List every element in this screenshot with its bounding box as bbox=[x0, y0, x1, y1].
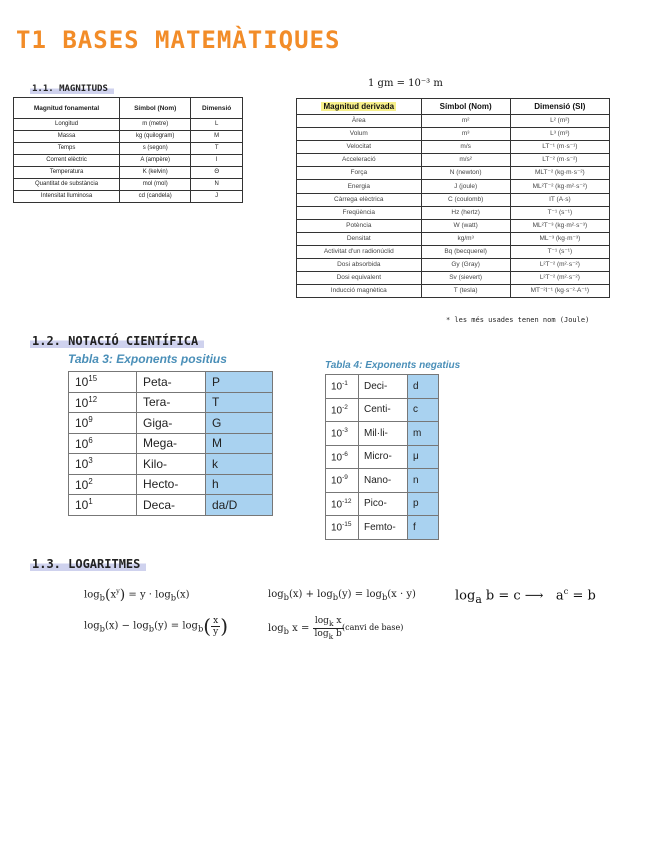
prefix-cell: Nano- bbox=[359, 469, 408, 493]
table-cell: Hz (hertz) bbox=[421, 206, 510, 219]
table-cell: Velocitat bbox=[297, 141, 422, 154]
power-exponent: 6 bbox=[88, 435, 93, 445]
table-row bbox=[297, 128, 610, 141]
table-row bbox=[297, 285, 610, 298]
table-cell: IT (A·s) bbox=[510, 193, 609, 206]
table-cell: Intensitat lluminosa bbox=[14, 191, 120, 203]
power-base: 10 bbox=[75, 375, 89, 390]
column-header bbox=[421, 99, 510, 115]
table-cell: Freqüència bbox=[297, 206, 422, 219]
power-cell bbox=[326, 445, 359, 469]
table-cell: MLT⁻² (kg·m·s⁻²) bbox=[510, 167, 609, 180]
table-cell: L²T⁻² (m²·s⁻²) bbox=[510, 259, 609, 272]
power-exponent: -9 bbox=[342, 474, 348, 482]
table-cell: Acceleració bbox=[297, 154, 422, 167]
prefix-cell: Micro- bbox=[359, 445, 408, 469]
section-heading-magnituds bbox=[30, 76, 114, 95]
table-row bbox=[69, 392, 273, 413]
formula-log-definition: $\log_a b = c$ ⟶ $a^c = b$ bbox=[455, 586, 596, 606]
table-cell: Bq (becquerel) bbox=[421, 245, 510, 258]
table-cell: Massa bbox=[14, 131, 120, 143]
power-exponent: -12 bbox=[342, 497, 352, 505]
table-cell: s (segon) bbox=[120, 143, 191, 155]
section-label: 1.1. MAGNITUDS bbox=[30, 84, 114, 94]
column-header-label: Símbol (Nom) bbox=[439, 101, 492, 111]
table-cell: m² bbox=[421, 115, 510, 128]
derived-magnitudes-table bbox=[296, 98, 610, 298]
section-label: 1.2. NOTACIÓ CIENTÍFICA bbox=[30, 334, 204, 348]
table-row bbox=[326, 469, 439, 493]
table-row bbox=[297, 206, 610, 219]
table-row bbox=[326, 516, 439, 540]
table-cell: Gy (Gray) bbox=[421, 259, 510, 272]
table-cell: Volum bbox=[297, 128, 422, 141]
page-title: T1 BASES MATEMÀTIQUES bbox=[16, 26, 341, 54]
table-row bbox=[297, 219, 610, 232]
table-row bbox=[297, 115, 610, 128]
table-cell: Força bbox=[297, 167, 422, 180]
table-row bbox=[326, 398, 439, 422]
table-cell: A (ampère) bbox=[120, 155, 191, 167]
table-row bbox=[14, 155, 243, 167]
power-cell bbox=[69, 433, 137, 454]
table-row bbox=[326, 375, 439, 399]
table-cell: LT⁻² (m·s⁻²) bbox=[510, 154, 609, 167]
fundamental-magnitudes-table bbox=[13, 97, 243, 203]
table-cell: M bbox=[191, 131, 243, 143]
power-base: 10 bbox=[75, 498, 89, 513]
table-cell: m/s bbox=[421, 141, 510, 154]
table-cell: mol (mol) bbox=[120, 179, 191, 191]
symbol-cell: d bbox=[408, 375, 439, 399]
power-base: 10 bbox=[331, 381, 343, 393]
power-cell bbox=[326, 516, 359, 540]
power-exponent: 9 bbox=[88, 415, 93, 425]
table-cell: Sv (sievert) bbox=[421, 272, 510, 285]
table-row bbox=[297, 259, 610, 272]
prefix-cell: Femto- bbox=[359, 516, 408, 540]
symbol-cell: f bbox=[408, 516, 439, 540]
table-row bbox=[297, 245, 610, 258]
positive-exponents-caption: Tabla 3: Exponents positius bbox=[68, 352, 227, 366]
column-header bbox=[297, 99, 422, 115]
table-cell: ML²T⁻² (kg·m²·s⁻²) bbox=[510, 180, 609, 193]
power-exponent: 2 bbox=[88, 476, 93, 486]
power-base: 10 bbox=[75, 416, 89, 431]
table-cell: L² (m²) bbox=[510, 115, 609, 128]
note-common-names: * les més usades tenen nom (Joule) bbox=[446, 316, 590, 324]
formula-quotient-rule: $\log_b(x) - \log_b(y) = \log_b$( $\frac{x}{y}$ ) bbox=[84, 614, 228, 638]
power-cell bbox=[69, 495, 137, 516]
table-cell: m/s² bbox=[421, 154, 510, 167]
table-cell: Temperatura bbox=[14, 167, 120, 179]
table-cell: cd (candela) bbox=[120, 191, 191, 203]
power-exponent: 12 bbox=[88, 394, 98, 404]
column-header bbox=[510, 99, 609, 115]
table-row bbox=[326, 445, 439, 469]
table-cell: Longitud bbox=[14, 119, 120, 131]
prefix-cell: Giga- bbox=[137, 413, 206, 434]
formula-change-of-base: $\log_b x$ = $\frac{\log_k x}{\log_k b}$ bbox=[268, 616, 342, 641]
table-cell: Potència bbox=[297, 219, 422, 232]
table-cell: LT⁻¹ (m·s⁻¹) bbox=[510, 141, 609, 154]
table-cell: T (tesla) bbox=[421, 285, 510, 298]
table-row bbox=[297, 154, 610, 167]
table-row bbox=[14, 191, 243, 203]
symbol-cell: μ bbox=[408, 445, 439, 469]
table-cell: T⁻¹ (s⁻¹) bbox=[510, 245, 609, 258]
table-row bbox=[14, 131, 243, 143]
positive-exponents-table bbox=[68, 371, 273, 516]
power-cell bbox=[69, 392, 137, 413]
table-row bbox=[14, 143, 243, 155]
table-row bbox=[14, 179, 243, 191]
table-cell: C (coulomb) bbox=[421, 193, 510, 206]
power-exponent: 1 bbox=[88, 497, 93, 507]
prefix-cell: Kilo- bbox=[137, 454, 206, 475]
power-cell bbox=[326, 375, 359, 399]
table-row bbox=[297, 180, 610, 193]
table-cell: MT⁻²I⁻¹ (kg·s⁻²·A⁻¹) bbox=[510, 285, 609, 298]
section-heading-logarithms bbox=[30, 553, 146, 572]
table-row bbox=[14, 119, 243, 131]
table-row bbox=[69, 454, 273, 475]
prefix-cell: Centi- bbox=[359, 398, 408, 422]
power-base: 10 bbox=[75, 395, 89, 410]
table-cell: T bbox=[191, 143, 243, 155]
table-row bbox=[69, 413, 273, 434]
table-cell: Θ bbox=[191, 167, 243, 179]
prefix-cell: Peta- bbox=[137, 372, 206, 393]
table-cell: Dosi absorbida bbox=[297, 259, 422, 272]
symbol-cell: p bbox=[408, 492, 439, 516]
table-row bbox=[297, 167, 610, 180]
table-cell: L²T⁻² (m²·s⁻²) bbox=[510, 272, 609, 285]
power-exponent: -2 bbox=[342, 403, 348, 411]
power-cell bbox=[69, 474, 137, 495]
table-cell: T⁻¹ (s⁻¹) bbox=[510, 206, 609, 219]
table-cell: Quantitat de substància bbox=[14, 179, 120, 191]
table-row bbox=[69, 474, 273, 495]
negative-exponents-caption: Tabla 4: Exponents negatius bbox=[325, 360, 461, 371]
table-row bbox=[297, 272, 610, 285]
table-row bbox=[297, 193, 610, 206]
table-row bbox=[326, 422, 439, 446]
prefix-cell: Mega- bbox=[137, 433, 206, 454]
note-change-of-base: (canvi de base) bbox=[342, 623, 404, 632]
power-base: 10 bbox=[331, 451, 343, 463]
table-row bbox=[326, 492, 439, 516]
prefix-cell: Pico- bbox=[359, 492, 408, 516]
column-header: Magnitud fonamental bbox=[14, 98, 120, 119]
power-exponent: -6 bbox=[342, 450, 348, 458]
table-cell: Càrrega elèctrica bbox=[297, 193, 422, 206]
table-cell: N (newton) bbox=[421, 167, 510, 180]
table-cell: Densitat bbox=[297, 232, 422, 245]
symbol-cell: da/D bbox=[206, 495, 273, 516]
power-exponent: 15 bbox=[88, 374, 98, 384]
formula-product-rule: $\log_b(x) + \log_b(y) = \log_b(x \cdot y)$ bbox=[268, 589, 416, 602]
table-cell: Temps bbox=[14, 143, 120, 155]
prefix-cell: Deci- bbox=[359, 375, 408, 399]
column-header-label: Magnitud derivada bbox=[323, 101, 395, 111]
power-cell bbox=[326, 469, 359, 493]
column-header: Dimensió bbox=[191, 98, 243, 119]
power-exponent: -15 bbox=[342, 521, 352, 529]
table-row bbox=[69, 433, 273, 454]
table-cell: Activitat d'un radionúclid bbox=[297, 245, 422, 258]
symbol-cell: P bbox=[206, 372, 273, 393]
section-heading-scientific-notation bbox=[30, 330, 204, 349]
power-base: 10 bbox=[75, 457, 89, 472]
power-exponent: -1 bbox=[342, 380, 348, 388]
table-cell: J (joule) bbox=[421, 180, 510, 193]
table-cell: Energia bbox=[297, 180, 422, 193]
table-row bbox=[297, 232, 610, 245]
table-cell: K (kelvin) bbox=[120, 167, 191, 179]
symbol-cell: T bbox=[206, 392, 273, 413]
symbol-cell: m bbox=[408, 422, 439, 446]
table-row bbox=[297, 141, 610, 154]
table-cell: Àrea bbox=[297, 115, 422, 128]
table-cell: N bbox=[191, 179, 243, 191]
power-base: 10 bbox=[331, 522, 343, 534]
power-base: 10 bbox=[75, 477, 89, 492]
table-row bbox=[69, 372, 273, 393]
symbol-cell: n bbox=[408, 469, 439, 493]
section-label: 1.3. LOGARITMES bbox=[30, 557, 146, 571]
power-exponent: -3 bbox=[342, 427, 348, 435]
power-cell bbox=[69, 413, 137, 434]
note-gram-conversion: 1 gm = 10⁻³ m bbox=[368, 78, 443, 89]
prefix-cell: Tera- bbox=[137, 392, 206, 413]
power-base: 10 bbox=[331, 428, 343, 440]
power-base: 10 bbox=[75, 436, 89, 451]
table-cell: I bbox=[191, 155, 243, 167]
table-cell: W (watt) bbox=[421, 219, 510, 232]
power-base: 10 bbox=[331, 404, 343, 416]
column-header-label: Dimensió (SI) bbox=[534, 101, 586, 111]
power-cell bbox=[69, 372, 137, 393]
prefix-cell: Mil·li- bbox=[359, 422, 408, 446]
table-cell: kg (quilogram) bbox=[120, 131, 191, 143]
table-cell: m³ bbox=[421, 128, 510, 141]
table-cell: Dosi equivalent bbox=[297, 272, 422, 285]
power-cell bbox=[326, 492, 359, 516]
power-cell bbox=[326, 398, 359, 422]
table-cell: kg/m³ bbox=[421, 232, 510, 245]
power-exponent: 3 bbox=[88, 456, 93, 466]
negative-exponents-table bbox=[325, 374, 439, 540]
symbol-cell: c bbox=[408, 398, 439, 422]
table-cell: ML⁻³ (kg·m⁻³) bbox=[510, 232, 609, 245]
table-cell: L³ (m³) bbox=[510, 128, 609, 141]
power-base: 10 bbox=[331, 475, 343, 487]
table-cell: J bbox=[191, 191, 243, 203]
column-header: Símbol (Nom) bbox=[120, 98, 191, 119]
symbol-cell: h bbox=[206, 474, 273, 495]
symbol-cell: M bbox=[206, 433, 273, 454]
prefix-cell: Hecto- bbox=[137, 474, 206, 495]
power-cell bbox=[326, 422, 359, 446]
table-row bbox=[69, 495, 273, 516]
table-cell: m (metre) bbox=[120, 119, 191, 131]
power-base: 10 bbox=[331, 498, 343, 510]
formula-power-rule: $\log_b(x^y) = y \cdot \log_b(x)$ bbox=[84, 587, 190, 603]
symbol-cell: G bbox=[206, 413, 273, 434]
prefix-cell: Deca- bbox=[137, 495, 206, 516]
table-cell: L bbox=[191, 119, 243, 131]
table-cell: ML²T⁻³ (kg·m²·s⁻³) bbox=[510, 219, 609, 232]
table-row bbox=[14, 167, 243, 179]
symbol-cell: k bbox=[206, 454, 273, 475]
table-cell: Corrent elèctric bbox=[14, 155, 120, 167]
power-cell bbox=[69, 454, 137, 475]
table-cell: Inducció magnètica bbox=[297, 285, 422, 298]
